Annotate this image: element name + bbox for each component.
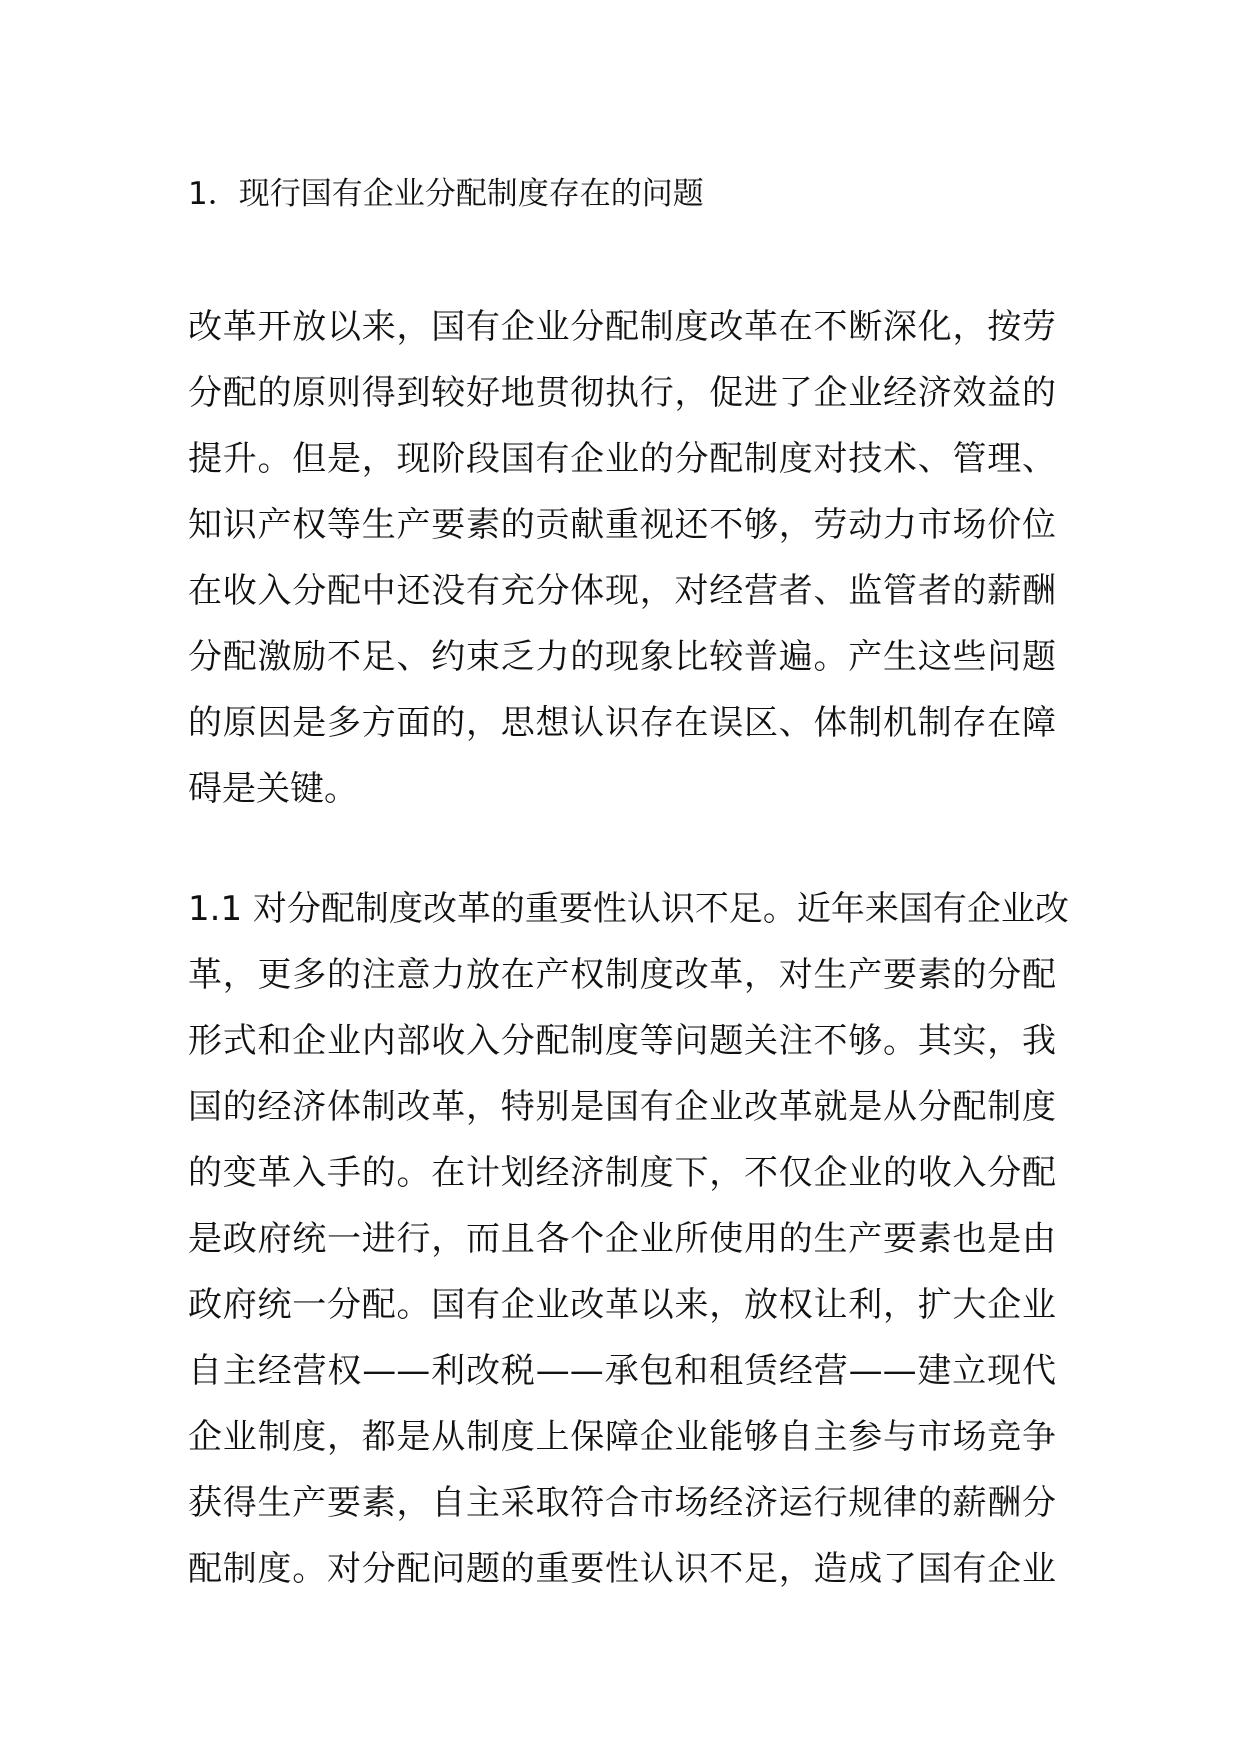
paragraph-line: 是政府统一进行，而且各个企业所使用的生产要素也是由 [188,1219,1056,1259]
paragraph-line: 分配的原则得到较好地贯彻执行，促进了企业经济效益的 [188,373,1056,413]
paragraph-line: 获得生产要素，自主采取符合市场经济运行规律的薪酬分 [188,1483,1056,1523]
paragraph-line: 碍是关键。 [188,769,358,809]
paragraph-2 [188,876,1069,1602]
paragraph-line: 的原因是多方面的，思想认识存在误区、体制机制存在障 [188,703,1056,743]
paragraph-line: 政府统一分配。国有企业改革以来，放权让利，扩大企业 [188,1285,1056,1325]
paragraph-line: 改革开放以来，国有企业分配制度改革在不断深化，按劳 [188,307,1056,347]
paragraph-line: 1.1 对分配制度改革的重要性认识不足。近年来国有企业改 [188,889,1069,929]
paragraph-line: 的变革入手的。在计划经济制度下，不仅企业的收入分配 [188,1153,1056,1193]
paragraph-line: 知识产权等生产要素的贡献重视还不够，劳动力市场价位 [188,505,1056,545]
section-heading: 1．现行国有企业分配制度存在的问题 [188,176,704,212]
paragraph-line: 配制度。对分配问题的重要性认识不足，造成了国有企业 [188,1549,1056,1589]
paragraph-line: 形式和企业内部收入分配制度等问题关注不够。其实，我 [188,1021,1056,1061]
paragraph-line: 在收入分配中还没有充分体现，对经营者、监管者的薪酬 [188,571,1056,611]
paragraph-line: 革，更多的注意力放在产权制度改革，对生产要素的分配 [188,955,1056,995]
paragraph-line: 提升。但是，现阶段国有企业的分配制度对技术、管理、 [188,439,1056,479]
paragraph-line: 分配激励不足、约束乏力的现象比较普遍。产生这些问题 [188,637,1056,677]
paragraph-line: 企业制度，都是从制度上保障企业能够自主参与市场竞争 [188,1417,1056,1457]
paragraph-1 [188,294,1056,822]
paragraph-line: 国的经济体制改革，特别是国有企业改革就是从分配制度 [188,1087,1056,1127]
paragraph-line: 自主经营权——利改税——承包和租赁经营——建立现代 [188,1351,1056,1391]
